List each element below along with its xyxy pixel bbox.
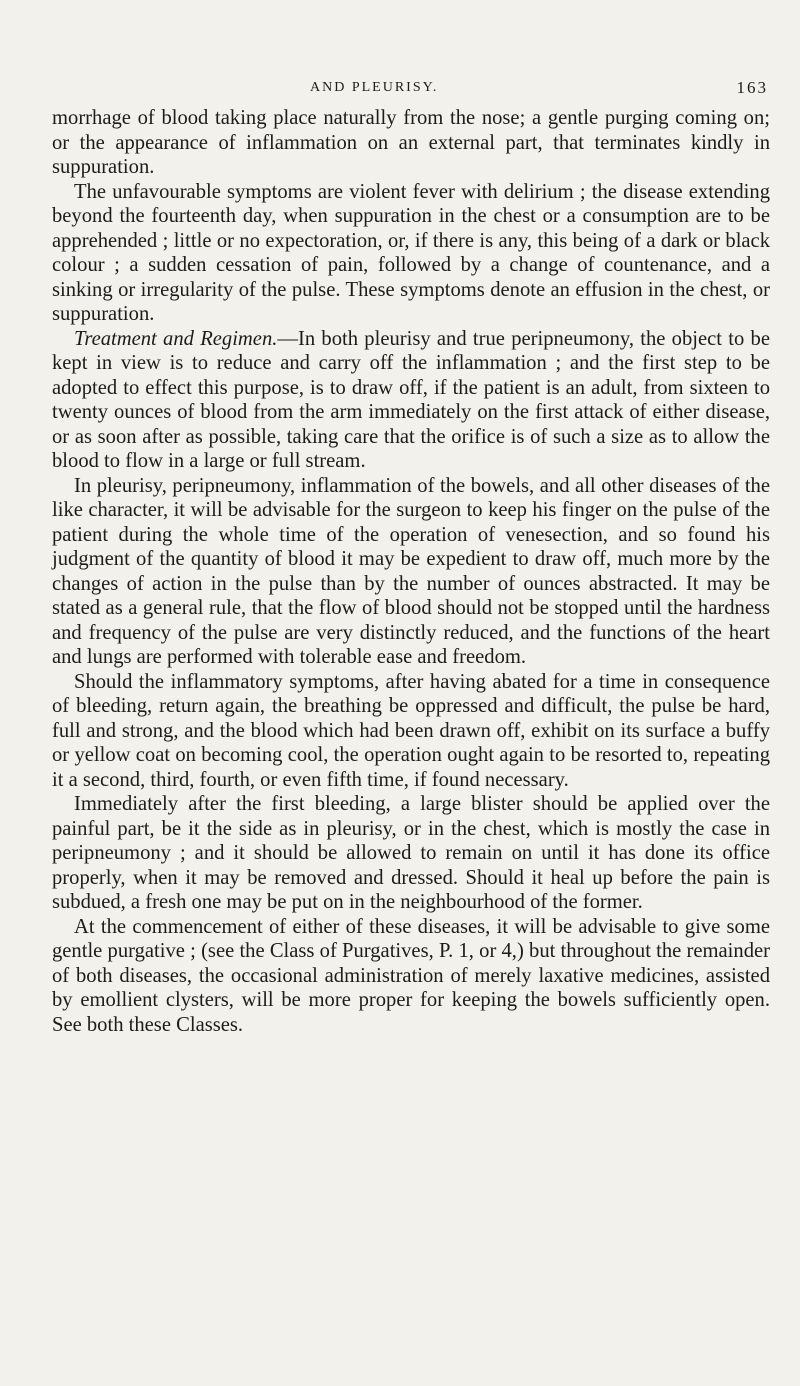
paragraph-7: At the commencement of either of these diseases, it will be advisable to give some gentle purgative ; (see the Class of Purgatives, P. 1, or 4,) but throughout the remainder of both diseases, the occasional administration of merely laxative medicines, assisted by emollient clysters, will be more proper for keeping the bowels sufficiently open. See both these Classes. xyxy=(52,915,770,1036)
body-text xyxy=(52,106,770,1037)
paragraph-1: morrhage of blood taking place naturally from the nose; a gentle purging coming on; or the appearance of inflammation on an external part, that terminates kindly in suppuration. xyxy=(52,107,770,178)
paragraph-6: Immediately after the first bleeding, a large blister should be applied over the painful part, be it the side as in pleurisy, or in the chest, which is mostly the case in peripneumony ; and it should be allowed to remain on until it has done its office properly, when it may be removed and dressed. Should it heal up before the pain is subdued, a fresh one may be put on in the neighbourhood of the former. xyxy=(52,793,770,913)
paragraph-5: Should the inflammatory symptoms, after having abated for a time in consequence of bleeding, return again, the breathing be oppressed and difficult, the pulse be hard, full and strong, and the blood which had been drawn off, exhibit on its surface a buffy or yellow coat on becoming cool, the operation ought again to be resorted to, repeating it a second, third, fourth, or even fifth time, if found necessary. xyxy=(52,670,770,791)
paragraph-4: In pleurisy, peripneumony, inflammation of the bowels, and all other diseases of the like character, it will be advisable for the surgeon to keep his finger on the pulse of the patient during the whole time of the operation of venesection, and so found his judgment of the quantity of blood it may be expedient to draw off, much more by the changes of action in the pulse than by the number of ounces abstracted. It may be stated as a general rule, that the flow of blood should not be stopped until the hardness and frequency of the pulse are very distinctly reduced, and the functions of the heart and lungs are performed with tolerable ease and freedom. xyxy=(52,474,770,668)
section-heading: Treatment and Regimen. xyxy=(74,327,278,350)
running-head-title: AND PLEURISY. xyxy=(310,80,439,95)
paragraph-3-text: —In both pleurisy and true peripneumony, the object to be kept in view is to reduce and carry off the inflammation ; and the first step to be adopted to effect this purpose, is to draw off, if the patient is an adult, from sixteen to twenty ounces of blood from the arm immediately on the first attack of either disease, or as soon after as possible, taking care that the orifice is of such a size as to allow the blood to flow in a large or full stream. xyxy=(52,327,770,472)
paragraph-2: The unfavourable symptoms are violent fever with delirium ; the disease extending beyond the fourteenth day, when suppuration in the chest or a consumption are to be apprehended ; little or no expectoration, or, if there is any, this being of a dark or black colour ; a sudden cessation of pain, followed by a change of countenance, and a sinking or irregularity of the pulse. These symptoms denote an effusion in the chest, or suppuration. xyxy=(52,180,770,325)
page-number: 163 xyxy=(736,78,768,97)
paragraph-3 xyxy=(52,327,770,474)
